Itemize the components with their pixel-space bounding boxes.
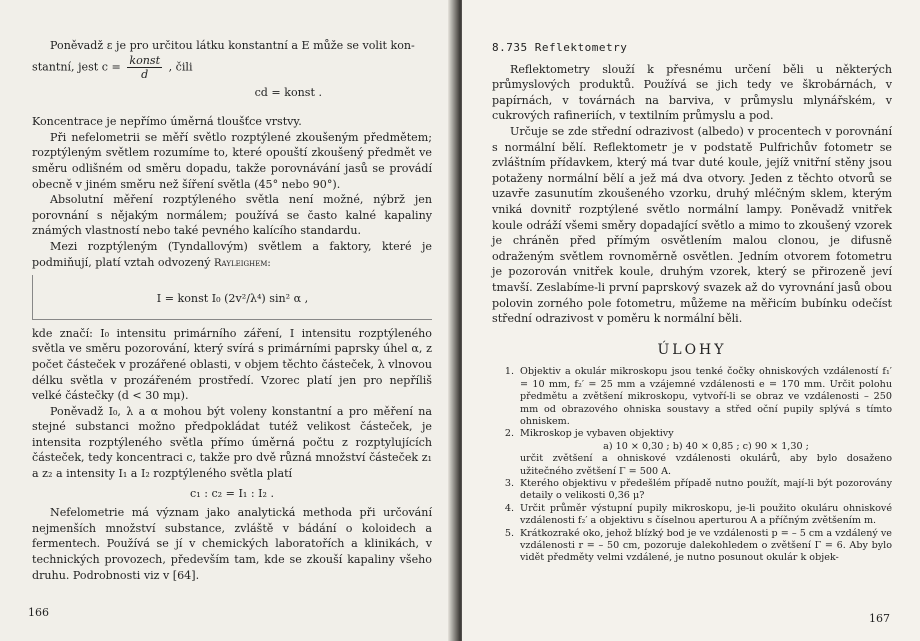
paragraph: Nefelometrie má význam jako analytická methoda při určování nejmenších množství substance, zvláště v bádání o koloidech a fermentech. Používá se jí v chemických laboratořích a klinikách, v technických provozech, především tam, kde se zkouší kapaliny všeho druhu. Podrobnosti viz v [64]. <box>32 506 432 582</box>
task-item <box>492 503 892 528</box>
left-page-text <box>32 38 432 583</box>
task-text: Krátkozraké oko, jehož blízký bod je ve vzdálenosti p = – 5 cm a vzdálený ve vzdálenosti r = – 50 cm, pozoruje dalekohledem o zvětšení Γ = 6. Aby bylo vidět předměty velmi vzdálené, je nutno posunout okulár k objek- <box>520 527 892 564</box>
task-item <box>492 441 892 453</box>
task-text: Kterého objektivu v předešlém případě nutno použít, mají-li být pozorovány detaily o velikosti 0,36 μ? <box>520 477 892 502</box>
task-text: a) 10 × 0,30 ; b) 40 × 0,85 ; c) 90 × 1,30 ; <box>603 440 809 452</box>
task-number: 4. <box>504 502 514 514</box>
task-number: 1. <box>504 366 514 378</box>
page-number: 167 <box>869 612 890 625</box>
task-text: Mikroskop je vybaven objektivy <box>520 428 674 440</box>
paragraph: Poněvadž ε je pro určitou látku konstantní a E může se volit kon- <box>50 39 415 52</box>
left-page <box>0 0 456 641</box>
task-text: Určit průměr výstupní pupily mikroskopu, je-li použito okuláru ohniskové vzdálenosti f₂′ a objektivu s číselnou aperturou A a příčným zvětšením m. <box>520 502 892 527</box>
paragraph-continuation <box>32 54 432 81</box>
task-text: určit zvětšení a ohniskové vzdálenosti okulárů, aby bylo dosaženo užitečného zvětšení Γ = 500 A. <box>520 453 892 477</box>
tasks-list <box>492 366 892 565</box>
equation-box <box>32 275 432 320</box>
fraction-denominator: d <box>141 67 149 81</box>
paragraph: Absolutní měření rozptýleného světla není možné, nýbrž jen porovnání s nějakým normálem; používá se často kalné kapaliny známých vlastností nebo také pevného kalícího standardu. <box>32 193 432 238</box>
paragraph: Reflektometry slouží k přesnému určení běli u některých průmyslových produktů. Používá se jich tedy ve škrobárnách, v papírnách, v továrnách na barviva, v průmyslu mlynářském, v cukrových rafineriích, v textilním průmyslu a pod. <box>492 62 892 123</box>
equation: I = konst I₀ (2v²/λ⁴) sin² α , <box>156 292 309 306</box>
text-run: , čili <box>168 60 193 74</box>
task-item <box>492 366 892 428</box>
text-run: Mezi rozptýleným (Tyndallovým) světlem a faktory, které je podmiňují, platí vztah odvozený <box>32 239 432 269</box>
right-page <box>462 0 920 641</box>
task-number <box>492 453 520 478</box>
page-number: 166 <box>28 606 49 619</box>
equation: c₁ : c₂ = I₁ : I₂ . <box>190 486 274 500</box>
paragraph: Koncentrace je nepřímo úměrná tloušťce vrstvy. <box>32 115 302 129</box>
equation: cd = konst . <box>254 85 322 99</box>
fraction <box>127 54 162 81</box>
paragraph: kde značí: I₀ intensitu primárního záření, I intensitu rozptýleného světla ve směru pozorování, který svírá s primárními paprsky úhel α, z počet částeček v prozářené oblasti, v objem těchto částeček, λ vlnovou délku světla v prozářeném prostředí. Vzorec platí jen pro nepříliš velké částečky (d < 30 mμ). <box>32 326 432 403</box>
paragraph <box>32 239 432 271</box>
task-item <box>492 428 892 440</box>
task-text: Objektiv a okulár mikroskopu jsou tenké čočky ohniskových vzdáleností f₁′ = 10 mm, f₂′ = 25 mm a vzájemné vzdálenosti e = 170 mm. Určit polohu předmětu a zvětšení mikroskopu, vytvoří-li se obraz ve vzdálenosti – 250 mm od obrazového ohniska soustavy a střed oční pupily splývá s tímto ohniskem. <box>520 366 892 427</box>
task-item <box>492 478 892 503</box>
section-title: 8.735 Reflektometry <box>492 41 628 54</box>
task-number <box>492 441 520 453</box>
paragraph: Poněvadž I₀, λ a α mohou být voleny konstantní a pro měření na stejné substanci možno předpokládat tutéž velikost částeček, je intensita rozptýleného světla přímo úměrná počtu z rozptylujících částeček, tedy koncentraci c, takže pro dvě různá množství částeček z₁ a z₂ a intensity I₁ a I₂ rozptýleného světla platí <box>32 404 432 481</box>
paragraph: Určuje se zde střední odrazivost (albedo) v procentech v porovnání s normální bělí. Reflektometr je v podstatě Pulfrichův fotometr se zvláštním přídavkem, který má tvar duté koule, jejíž vnitřní stěny jsou potaženy normální bělí a jež má dva otvory. Jeden z těchto otvorů se uzavře zasunutím zkoušeného vzorku, druhý mléčným sklem, kterým vniká dovnitř rozptýlené světlo normální lampy. Poněvadž vnitřek koule odráží všemi směry dopadající světlo a mimo to zkoušený vzorek je chráněn před přímým osvětlením malou clonou, je difusně odraženým světlem rovnoměrně osvětlen. Jedním otvorem fotometru je pozorován vnitřek koule, druhým vzorek, který se přirozeně jeví tmavší. Zeslabíme-li první paprskový svazek až do vyrovnání jasů obou polovin zorného pole fotometru, můžeme na měřicím bubínku odečíst střední odrazivost v poměru k normální běli. <box>492 124 892 326</box>
task-number: 5. <box>504 527 514 539</box>
tasks-heading: ÚLOHY <box>657 341 727 358</box>
task-number: 2. <box>504 428 514 440</box>
task-item <box>492 453 892 478</box>
paragraph: Při nefelometrii se měří světlo rozptýlené zkoušeným předmětem; rozptýleným světlem rozumíme to, které opouští zkoušený předmět ve směru odlišném od směru dopadu, takže porovnávání jasů se provádí obecně v jiném směru než šíření světla (45° nebo 90°). <box>32 130 432 191</box>
author-name: Rayleighem: <box>214 257 271 269</box>
task-item <box>492 528 892 565</box>
fraction-numerator: konst <box>129 53 161 67</box>
right-page-text <box>492 40 892 565</box>
text-run: stantní, jest c = <box>32 60 121 74</box>
task-number: 3. <box>504 477 514 489</box>
